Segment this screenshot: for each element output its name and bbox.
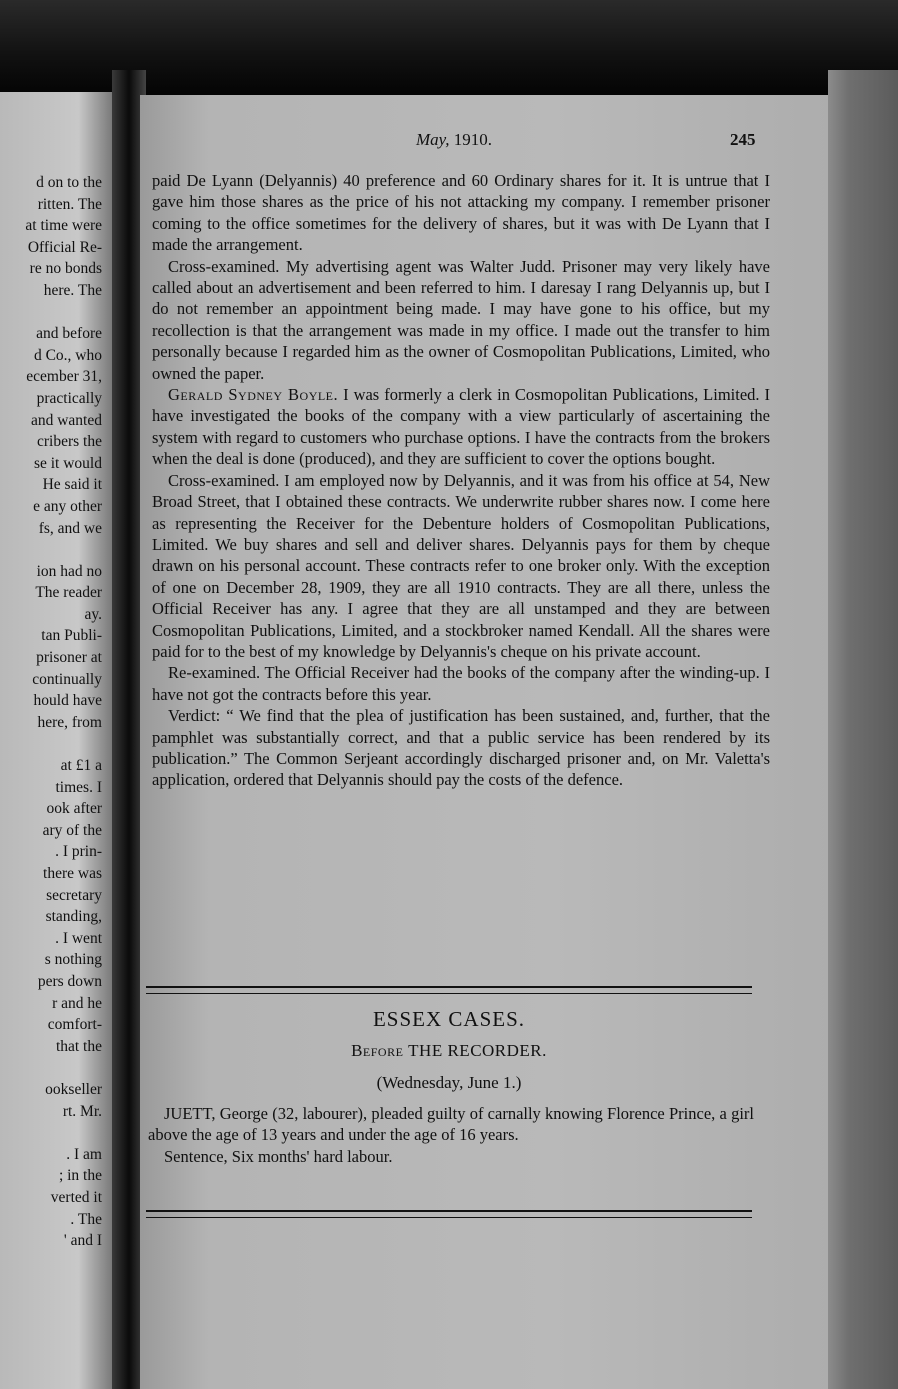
left-page-line: here. The xyxy=(43,281,102,299)
left-page-line: fs, and we xyxy=(38,519,102,537)
left-page-line: that the xyxy=(55,1037,102,1055)
left-page-line: . I am xyxy=(66,1145,102,1163)
section-divider-top xyxy=(146,986,752,994)
paragraph: Cross-examined. I am employed now by Delyannis, and it was from his office at 54, New Broad Street, that I obtained these contracts. We underwrite rubber shares now. I come here as representing the Receiver for the Debenture holders of Cosmopolitan Publications, Limited. We buy shares and sell and deliver shares. Delyannis pays for them by cheque drawn on his personal account. These contracts refer to one broker only. With the exception of one on December 28, 1909, they are all 1910 contracts. They are all there, unless the Official Receiver has any. I agree that they are all unstamped and they are between Cosmopolitan Publications, Limited, and a stockbroker named Kendall. All the shares were paid for to the best of my knowledge by Delyannis's cheque on his private account. xyxy=(152,470,770,661)
left-page-line: ecember 31, xyxy=(26,368,102,386)
left-page-line: practically xyxy=(36,389,102,407)
left-page-line: comfort- xyxy=(47,1016,102,1034)
left-page-text xyxy=(25,172,102,1252)
left-page-line: here, from xyxy=(37,713,102,731)
case-entry xyxy=(148,1103,754,1167)
paragraph: Re-examined. The Official Receiver had the books of the company after the winding-up. I have not got the contracts before this year. xyxy=(152,663,770,704)
left-page-line xyxy=(25,1122,102,1144)
left-page-line: at £1 a xyxy=(60,757,102,775)
left-page-line: ritten. The xyxy=(37,195,102,213)
left-page-line: . I prin- xyxy=(55,843,102,861)
left-page-line: ion had no xyxy=(36,562,102,580)
main-text xyxy=(152,170,770,791)
left-page-line: at time were xyxy=(25,217,102,235)
witness-testimony: I was formerly a clerk in Cosmopolitan Publications, Limited. I have investigated the books of the company with a view particularly of ascertaining the system with regard to customers who purchase options. I have the contracts from the brokers when the deal is done (produced), and they are sufficient to cover the options bought. xyxy=(152,385,770,469)
left-page-line xyxy=(25,1057,102,1079)
left-page-line: and before xyxy=(36,325,102,343)
left-page-line: rt. Mr. xyxy=(62,1102,102,1120)
section-subtitle xyxy=(146,1041,752,1061)
left-page-line: se it would xyxy=(33,454,102,472)
page-number: 245 xyxy=(730,130,756,149)
left-page-line xyxy=(25,302,102,324)
header-month: May, xyxy=(416,130,450,149)
left-page-line: ; in the xyxy=(58,1167,102,1185)
left-page-line: ary of the xyxy=(42,821,102,839)
left-page-line: ook after xyxy=(46,800,102,818)
left-page-line: hould have xyxy=(33,692,102,710)
left-page-line: He said it xyxy=(42,476,102,494)
subtitle-court: THE RECORDER. xyxy=(408,1041,547,1060)
paragraph: paid De Lyann (Delyannis) 40 preference and 60 Ordinary shares for it. It is untrue that I gave him those shares as the price of his not attacking my company. I remember prisoner coming to the office sometimes for the delivery of shares, but it was with De Lyann that I made the arrangement. xyxy=(152,171,770,255)
section-title: ESSEX CASES. xyxy=(372,1007,526,1031)
witness-name: Gerald Sydney Boyle. xyxy=(168,385,339,405)
case-sentence: Sentence, Six months' hard labour. xyxy=(164,1146,393,1166)
left-page-line xyxy=(25,539,102,561)
paragraph: Cross-examined. My advertising agent was Walter Judd. Prisoner may very likely have called about an advertisement and been referred to him. I daresay I rang Delyannis up, but I do not remember an appointment being made. I may have gone to his office, but my recollection is that the arrangement was made in my office. I made out the transfer to him personally because I regarded him as the owner of Cosmopolitan Publications, Limited, who owned the paper. xyxy=(152,256,770,383)
header-date xyxy=(416,130,492,150)
case-paragraph: JUETT, George (32, labourer), pleaded guilty of carnally knowing Florence Prince, a girl above the age of 13 years and under the age of 16 years. xyxy=(148,1104,754,1145)
page-edge-shadow xyxy=(828,70,898,1389)
left-page-line: there was xyxy=(43,865,102,882)
left-page-line: The reader xyxy=(35,584,102,602)
left-page-line: pers down xyxy=(37,972,102,990)
left-page-line: d Co., who xyxy=(33,346,102,364)
left-page-line: cribers the xyxy=(37,433,102,451)
left-page-line: Official Re- xyxy=(27,238,102,256)
left-page-line: and wanted xyxy=(30,411,102,429)
left-page-line: r and he xyxy=(52,994,102,1012)
subtitle-before: Before xyxy=(351,1041,404,1060)
section-divider-bottom xyxy=(146,1210,752,1218)
paragraph-witness xyxy=(152,384,770,470)
left-page-line: . I went xyxy=(55,929,102,947)
left-page-line: prisoner at xyxy=(36,649,102,667)
header-year: 1910. xyxy=(453,130,493,149)
left-page-line: tan Publi- xyxy=(41,627,102,645)
section-date: (Wednesday, June 1.) xyxy=(376,1073,522,1092)
left-facing-page xyxy=(0,92,112,1389)
left-page-line: re no bonds xyxy=(29,260,102,278)
left-page-line: e any other xyxy=(33,497,102,515)
left-page-line: ay. xyxy=(84,605,102,623)
left-page-line: continually xyxy=(32,670,102,688)
left-page-line xyxy=(25,733,102,755)
left-page-line: s nothing xyxy=(44,951,102,969)
left-page-line: standing, xyxy=(45,908,102,926)
left-page-line: ' and I xyxy=(63,1232,102,1250)
left-page-line: d on to the xyxy=(36,174,102,191)
left-page-line: verted it xyxy=(50,1188,102,1206)
paragraph-verdict: Verdict: “ We find that the plea of justification has been sustained, and, further, that the pamphlet was substantially correct, and that a public service has been rendered by its publication.” The Common Serjeant accordingly discharged prisoner and, on Mr. Valetta's application, ordered that Delyannis should pay the costs of the defence. xyxy=(152,706,770,790)
left-page-line: ookseller xyxy=(45,1080,102,1098)
left-page-line: . The xyxy=(70,1210,102,1228)
left-page-line: times. I xyxy=(55,778,102,796)
left-page-line: secretary xyxy=(46,886,102,904)
